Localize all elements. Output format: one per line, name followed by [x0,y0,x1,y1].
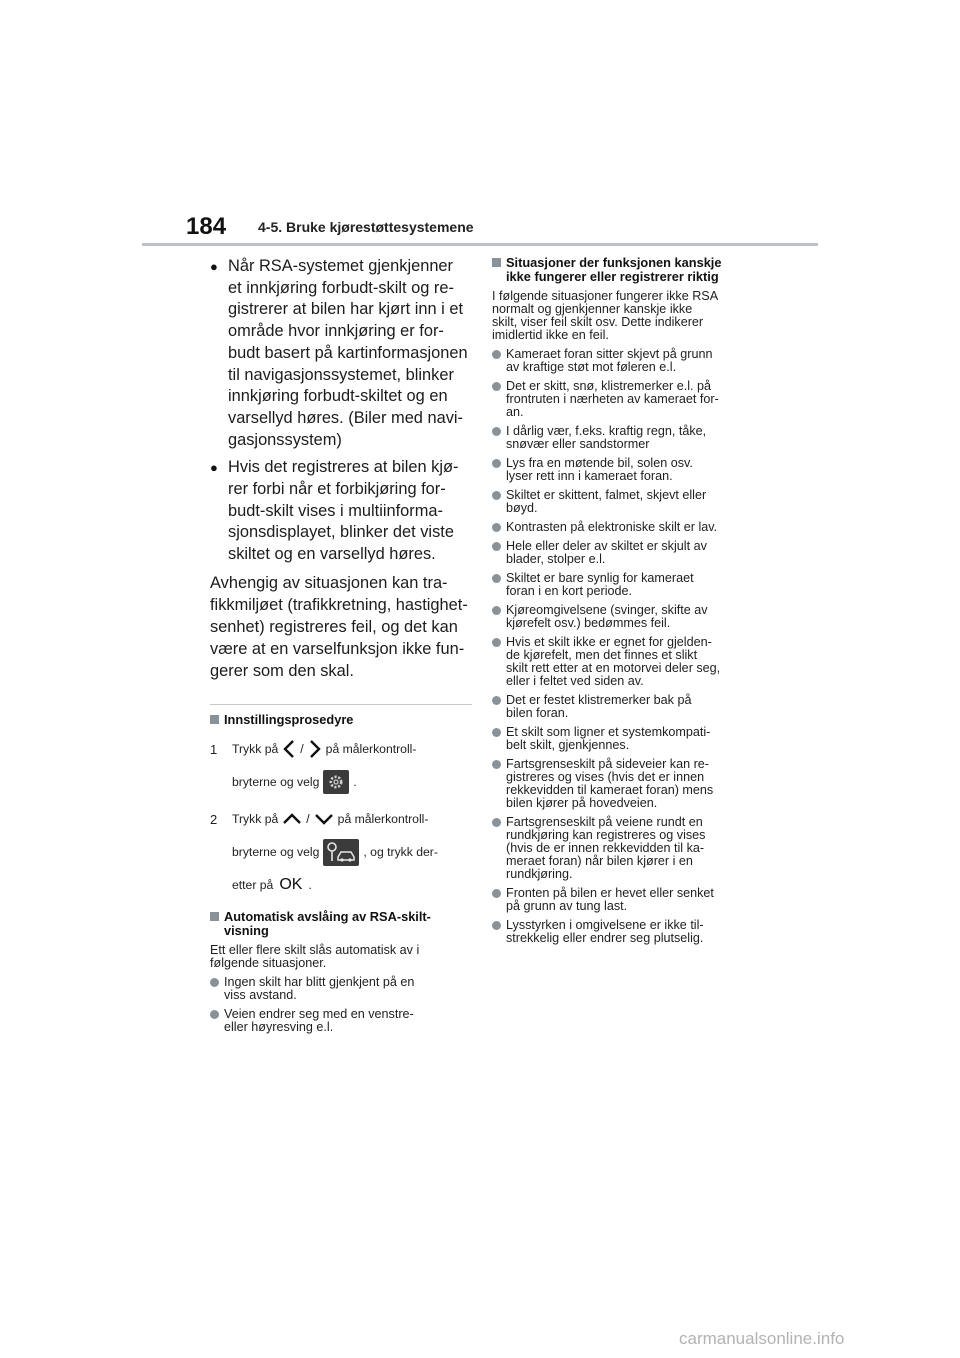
list-item: Lys fra en møtende bil, solen osv. lyser rett inn i kameraet foran. [492,457,758,483]
list-item: Kontrasten på elektroniske skilt er lav. [492,521,758,534]
circle-bullet-icon [210,1010,219,1019]
list-item: Skiltet er skittent, falmet, skjevt eller bøyd. [492,489,758,515]
auto-off-intro: Ett eller flere skilt slås automatisk av i følgende situasjoner. [210,942,420,970]
chevron-up-icon [282,812,302,826]
circle-bullet-icon [492,696,501,705]
big-bullet-2: ● Hvis det registreres at bilen kjø- rer forbi når et forbikjøring for- budt-skilt vises i multiinforma- sjonsdisplayet, blinker det viste skiltet og en varsellyd høres. [210,458,459,564]
square-bullet-icon [210,715,219,724]
circle-bullet-icon [492,523,501,532]
step-number: 1 [210,741,218,757]
list-item: I dårlig vær, f.eks. kraftig regn, tåke, snøvær eller sandstormer [492,425,758,451]
circle-bullet-icon [492,638,501,647]
limitations-intro: I følgende situasjoner fungerer ikke RSA normalt og gjenkjenner kanskje ikke skilt, viser feil skilt osv. Dette indikerer imidlertid ikke en feil. [492,289,719,342]
chevron-left-icon [282,739,296,759]
list-item: Fartsgrenseskilt på sideveier kan re- gistreres og vises (hvis det er innen rekkevidden til kameraet foran) mens bilen kjører på hovedveien. [492,758,758,810]
list-item: Ingen skilt har blitt gjenkjent på en viss avstand. [210,976,472,1002]
circle-bullet-icon [492,921,501,930]
list-item: Veien endrer seg med en venstre- eller høyresving e.l. [210,1008,472,1034]
circle-bullet-icon [492,606,501,615]
chevron-right-icon [308,739,322,759]
bullet-dot-icon: ● [210,259,218,274]
left-column [210,256,472,1034]
step-2: 2 Trykk på / på målerkontroll- bryterne og velg , og trykk der- etter på OK . [210,811,438,894]
step-1: 1 Trykk på / på målerkontroll- bryterne og velg . [210,733,472,799]
list-item: Det er skitt, snø, klistremerker e.l. på frontruten i nærheten av kameraet for- an. [492,380,758,419]
big-bullet-1: ● Når RSA-systemet gjenkjenner et innkjøring forbudt-skilt og re- gistrerer at bilen har kjørt inn i et område hvor innkjøring er for- budt basert på kartinformasjonen til navigasjonssystemet, blinker innkjøring forbudt-skiltet og en varsellyd høres. (Biler med navi- gasjonssystem) [210,257,468,449]
circle-bullet-icon [492,491,501,500]
road-sign-car-icon [323,839,359,866]
list-item: Lysstyrken i omgivelsene er ikke til- strekkelig eller endrer seg plutselig. [492,919,758,945]
section-divider [210,704,472,705]
circle-bullet-icon [492,889,501,898]
list-item: Hvis et skilt ikke er egnet for gjelden- de kjørefelt, men det finnes et slikt skilt rett etter at en motorvei deler seg, eller i feltet ved siden av. [492,636,758,688]
list-item: Kjøreomgivelsene (svinger, skifte av kjørefelt osv.) bedømmes feil. [492,604,758,630]
list-item: Fronten på bilen er hevet eller senket på grunn av tung last. [492,887,758,913]
circle-bullet-icon [492,427,501,436]
right-column [492,256,758,945]
situation-paragraph: Avhengig av situasjonen kan tra- fikkmiljøet (trafikkretning, hastighet- senhet) registreres feil, og det kan være at en varselfunksjon ikke fun- gerer som den skal. [210,573,468,680]
circle-bullet-icon [210,978,219,987]
step-number: 2 [210,811,218,827]
page-header [0,0,960,250]
circle-bullet-icon [492,459,501,468]
settings-heading: Innstillingsprosedyre [210,713,472,727]
gear-icon [323,770,349,794]
auto-off-heading: Automatisk avslåing av RSA-skilt- visning [210,910,472,938]
circle-bullet-icon [492,574,501,583]
bullet-dot-icon: ● [210,460,218,476]
circle-bullet-icon [492,350,501,359]
page-number: 184 [186,213,227,240]
list-item: Hele eller deler av skiltet er skjult av blader, stolper e.l. [492,540,758,566]
limitations-heading: Situasjoner der funksjonen kanskje ikke fungerer eller registrerer riktig [492,256,758,284]
square-bullet-icon [210,912,219,921]
circle-bullet-icon [492,542,501,551]
circle-bullet-icon [492,760,501,769]
limitations-list [492,348,758,945]
list-item: Fartsgrenseskilt på veiene rundt en rundkjøring kan registreres og vises (hvis de er innen rekkevidden til ka- meraet foran) når bilen kjører i en rundkjøring. [492,816,758,881]
watermark: carmanualsonline.info [679,1329,845,1348]
header-rule [142,243,818,246]
square-bullet-icon [492,258,501,267]
list-item: Det er festet klistremerker bak på bilen foran. [492,694,758,720]
circle-bullet-icon [492,382,501,391]
chevron-down-icon [314,812,334,826]
list-item: Kameraet foran sitter skjevt på grunn av kraftige støt mot føleren e.l. [492,348,758,374]
list-item: Et skilt som ligner et systemkompati- belt skilt, gjenkjennes. [492,726,758,752]
ok-icon: OK [279,876,303,894]
circle-bullet-icon [492,728,501,737]
section-title: 4-5. Bruke kjørestøttesystemene [258,219,474,235]
list-item: Skiltet er bare synlig for kameraet foran i en kort periode. [492,572,758,598]
circle-bullet-icon [492,818,501,827]
